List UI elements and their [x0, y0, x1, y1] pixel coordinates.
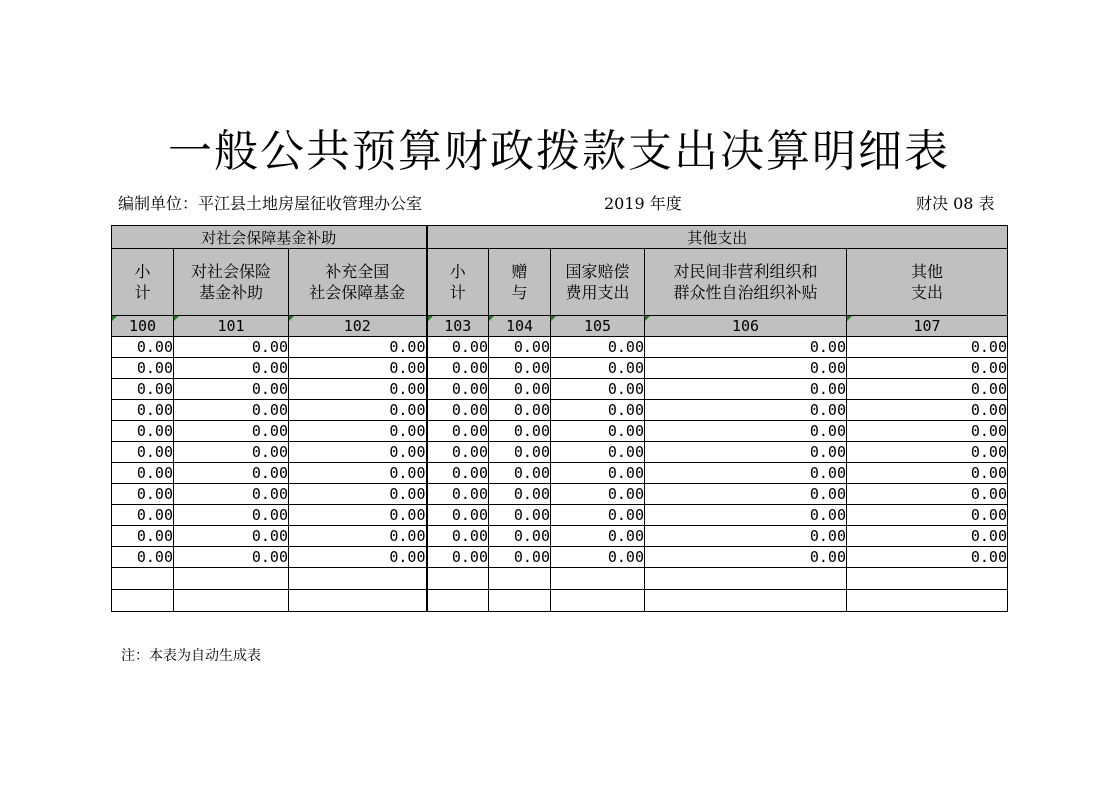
cell-marker-icon [489, 316, 494, 321]
amount-cell: 0.00 [489, 484, 551, 505]
column-header: 其他 支出 [847, 249, 1008, 316]
amount-cell: 0.00 [174, 484, 289, 505]
amount-cell: 0.00 [551, 547, 645, 568]
amount-cell: 0.00 [645, 358, 847, 379]
amount-cell: 0.00 [427, 421, 489, 442]
empty-cell [551, 568, 645, 590]
amount-cell: 0.00 [174, 505, 289, 526]
amount-cell: 0.00 [489, 358, 551, 379]
amount-cell: 0.00 [489, 442, 551, 463]
group-header-other-expenditure: 其他支出 [427, 226, 1008, 249]
amount-cell: 0.00 [551, 505, 645, 526]
amount-cell: 0.00 [112, 526, 174, 547]
amount-cell: 0.00 [645, 505, 847, 526]
amount-cell: 0.00 [427, 547, 489, 568]
table-row [112, 442, 1008, 463]
table-row [112, 421, 1008, 442]
empty-cell [427, 590, 489, 612]
amount-cell: 0.00 [112, 421, 174, 442]
amount-cell: 0.00 [847, 337, 1008, 358]
footnote: 注：本表为自动生成表 [121, 648, 261, 664]
amount-cell: 0.00 [489, 337, 551, 358]
column-header: 小 计 [427, 249, 489, 316]
amount-cell: 0.00 [289, 505, 427, 526]
amount-cell: 0.00 [847, 484, 1008, 505]
table-row [112, 505, 1008, 526]
amount-cell: 0.00 [489, 400, 551, 421]
amount-cell: 0.00 [427, 337, 489, 358]
amount-cell: 0.00 [427, 379, 489, 400]
amount-cell: 0.00 [427, 463, 489, 484]
amount-cell: 0.00 [551, 442, 645, 463]
amount-cell: 0.00 [289, 337, 427, 358]
amount-cell: 0.00 [551, 337, 645, 358]
amount-cell: 0.00 [289, 484, 427, 505]
empty-cell [645, 590, 847, 612]
empty-cell [289, 568, 427, 590]
empty-cell [112, 590, 174, 612]
amount-cell: 0.00 [112, 463, 174, 484]
amount-cell: 0.00 [551, 379, 645, 400]
amount-cell: 0.00 [112, 442, 174, 463]
amount-cell: 0.00 [489, 505, 551, 526]
amount-cell: 0.00 [645, 484, 847, 505]
amount-cell: 0.00 [112, 337, 174, 358]
amount-cell: 0.00 [174, 421, 289, 442]
column-code: 105 [551, 316, 645, 337]
table-row [112, 358, 1008, 379]
group-header-social-security: 对社会保障基金补助 [112, 226, 427, 249]
amount-cell: 0.00 [847, 442, 1008, 463]
amount-cell: 0.00 [551, 526, 645, 547]
cell-marker-icon [289, 316, 294, 321]
amount-cell: 0.00 [174, 358, 289, 379]
amount-cell: 0.00 [174, 442, 289, 463]
amount-cell: 0.00 [289, 379, 427, 400]
amount-cell: 0.00 [847, 421, 1008, 442]
form-code: 财决 08 表 [916, 194, 995, 213]
amount-cell: 0.00 [847, 547, 1008, 568]
column-code: 106 [645, 316, 847, 337]
empty-cell [174, 568, 289, 590]
cell-marker-icon [847, 316, 852, 321]
amount-cell: 0.00 [847, 400, 1008, 421]
amount-cell: 0.00 [289, 400, 427, 421]
amount-cell: 0.00 [174, 463, 289, 484]
amount-cell: 0.00 [112, 400, 174, 421]
expenditure-table [111, 225, 1008, 612]
cell-marker-icon [428, 316, 433, 321]
amount-cell: 0.00 [847, 379, 1008, 400]
amount-cell: 0.00 [427, 400, 489, 421]
amount-cell: 0.00 [645, 463, 847, 484]
empty-cell [847, 568, 1008, 590]
empty-row [112, 568, 1008, 590]
amount-cell: 0.00 [551, 400, 645, 421]
column-code: 100 [112, 316, 174, 337]
amount-cell: 0.00 [645, 442, 847, 463]
amount-cell: 0.00 [427, 358, 489, 379]
column-code: 107 [847, 316, 1008, 337]
empty-cell [645, 568, 847, 590]
amount-cell: 0.00 [174, 379, 289, 400]
amount-cell: 0.00 [645, 526, 847, 547]
amount-cell: 0.00 [489, 526, 551, 547]
amount-cell: 0.00 [289, 421, 427, 442]
amount-cell: 0.00 [645, 547, 847, 568]
amount-cell: 0.00 [289, 358, 427, 379]
amount-cell: 0.00 [289, 463, 427, 484]
column-header: 对民间非营利组织和 群众性自治组织补贴 [645, 249, 847, 316]
empty-cell [289, 590, 427, 612]
table-row [112, 337, 1008, 358]
amount-cell: 0.00 [551, 358, 645, 379]
fiscal-year: 2019 年度 [604, 194, 682, 213]
amount-cell: 0.00 [427, 505, 489, 526]
table-row [112, 463, 1008, 484]
amount-cell: 0.00 [174, 547, 289, 568]
column-code: 103 [427, 316, 489, 337]
cell-marker-icon [174, 316, 179, 321]
amount-cell: 0.00 [174, 400, 289, 421]
column-code: 102 [289, 316, 427, 337]
column-code: 104 [489, 316, 551, 337]
amount-cell: 0.00 [847, 358, 1008, 379]
amount-cell: 0.00 [551, 484, 645, 505]
empty-cell [489, 568, 551, 590]
empty-cell [551, 590, 645, 612]
column-header: 赠 与 [489, 249, 551, 316]
table-row [112, 526, 1008, 547]
amount-cell: 0.00 [645, 379, 847, 400]
amount-cell: 0.00 [847, 526, 1008, 547]
empty-cell [427, 568, 489, 590]
column-code: 101 [174, 316, 289, 337]
amount-cell: 0.00 [112, 358, 174, 379]
amount-cell: 0.00 [112, 484, 174, 505]
amount-cell: 0.00 [847, 463, 1008, 484]
cell-marker-icon [551, 316, 556, 321]
amount-cell: 0.00 [645, 421, 847, 442]
amount-cell: 0.00 [289, 547, 427, 568]
amount-cell: 0.00 [112, 547, 174, 568]
amount-cell: 0.00 [645, 337, 847, 358]
cell-marker-icon [645, 316, 650, 321]
table-row [112, 484, 1008, 505]
column-header: 小 计 [112, 249, 174, 316]
amount-cell: 0.00 [489, 547, 551, 568]
compiling-unit: 编制单位：平江县土地房屋征收管理办公室 [118, 194, 423, 213]
empty-cell [847, 590, 1008, 612]
report-title: 一般公共预算财政拨款支出决算明细表 [168, 126, 950, 177]
table-row [112, 547, 1008, 568]
amount-cell: 0.00 [289, 526, 427, 547]
amount-cell: 0.00 [289, 442, 427, 463]
amount-cell: 0.00 [112, 505, 174, 526]
empty-cell [112, 568, 174, 590]
amount-cell: 0.00 [645, 400, 847, 421]
column-header: 补充全国 社会保障基金 [289, 249, 427, 316]
column-header: 对社会保险 基金补助 [174, 249, 289, 316]
table-row [112, 400, 1008, 421]
amount-cell: 0.00 [427, 442, 489, 463]
amount-cell: 0.00 [427, 526, 489, 547]
table-row [112, 379, 1008, 400]
amount-cell: 0.00 [489, 463, 551, 484]
empty-row [112, 590, 1008, 612]
cell-marker-icon [112, 316, 117, 321]
amount-cell: 0.00 [174, 526, 289, 547]
empty-cell [174, 590, 289, 612]
amount-cell: 0.00 [427, 484, 489, 505]
amount-cell: 0.00 [489, 421, 551, 442]
amount-cell: 0.00 [174, 337, 289, 358]
amount-cell: 0.00 [551, 421, 645, 442]
amount-cell: 0.00 [847, 505, 1008, 526]
amount-cell: 0.00 [112, 379, 174, 400]
column-header: 国家赔偿 费用支出 [551, 249, 645, 316]
empty-cell [489, 590, 551, 612]
amount-cell: 0.00 [551, 463, 645, 484]
amount-cell: 0.00 [489, 379, 551, 400]
